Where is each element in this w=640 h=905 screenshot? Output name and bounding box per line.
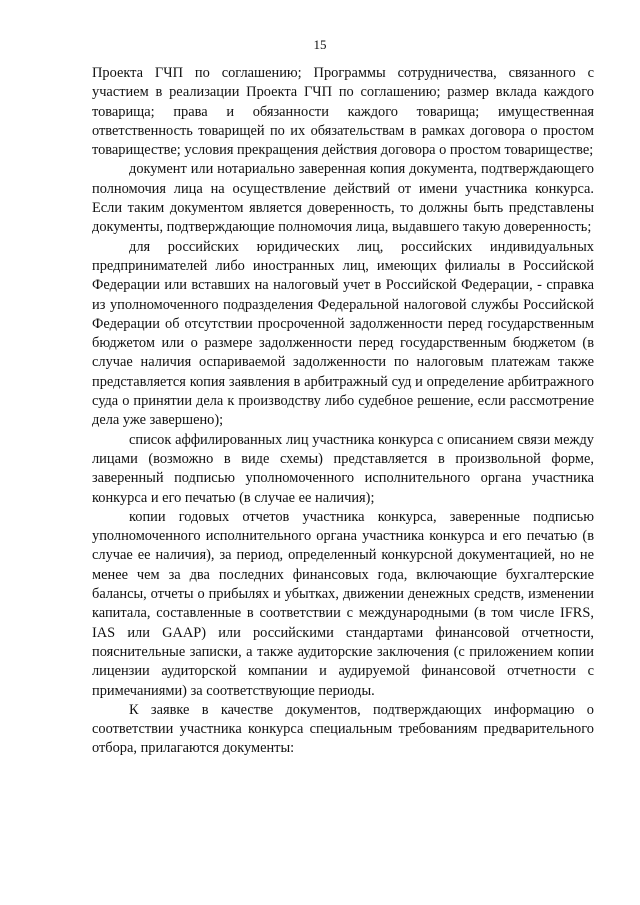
paragraph-continuation: Проекта ГЧП по соглашению; Программы сотрудничества, связанного с участием в реализации Проекта ГЧП по соглашению; размер вклада каждого товарища; права и обязанности каждого товарища; имущественная ответственность товарищей по их обязательствам в рамках договора о простом товариществе; условия прекращения действия договора о простом товариществе; [92, 65, 594, 159]
paragraph-qualification-documents: К заявке в качестве документов, подтверждающих информацию о соответствии участника конкурса специальным требованиям предварительного отбора, прилагаются документы: [92, 701, 594, 757]
paragraph-annual-reports: копии годовых отчетов участника конкурса, заверенные подписью уполномоченного исполнительного органа участника конкурса и его печатью (в случае ее наличия), за период, определенный конкурсной документацией, но не менее чем за два последних финансовых года, включающие бухгалтерские балансы, отчеты о прибылях и убытках, движении денежных средств, изменении капитала, составленные в соответствии с международными (в том числе IFRS, IAS или GAAP) или российскими стандартами финансовой отчетности, пояснительные записки, а также аудиторские заключения (с приложением копии лицензии аудиторской компании и аудируемой финансовой отчетности с примечаниями) за соответствующие периоды. [92, 508, 594, 699]
paragraph-tax-certificate: для российских юридических лиц, российских индивидуальных предпринимателей либо иностранных лиц, имеющих филиалы в Российской Федерации или вставших на налоговый учет в Российской Федерации, - справка из уполномоченного подразделения Федеральной налоговой службы Российской Федерации об отсутствии просроченной задолженности перед государственным бюджетом или о размере задолженности перед государственным бюджетом (в случае наличия оспариваемой задолженности по налоговым платежам также представляется копия заявления в арбитражный суд и определение арбитражного суда о принятии дела к производству либо судебное решение, если рассмотрение дела уже завершено); [92, 238, 594, 429]
paragraph-affiliated-persons: список аффилированных лиц участника конкурса с описанием связи между лицами (возможно в виде схемы) представляется в произвольной форме, заверенный подписью уполномоченного исполнительного органа участника конкурса и его печатью (в случае ее наличия); [92, 431, 594, 506]
document-body [92, 64, 594, 759]
page-number: 15 [313, 37, 327, 52]
paragraph-authority-document: документ или нотариально заверенная копия документа, подтверждающего полномочия лица на осуществление действий от имени участника конкурса. Если таким документом является доверенность, то должны быть представлены документы, подтверждающие полномочия лица, выдавшего такую доверенность; [92, 161, 594, 236]
